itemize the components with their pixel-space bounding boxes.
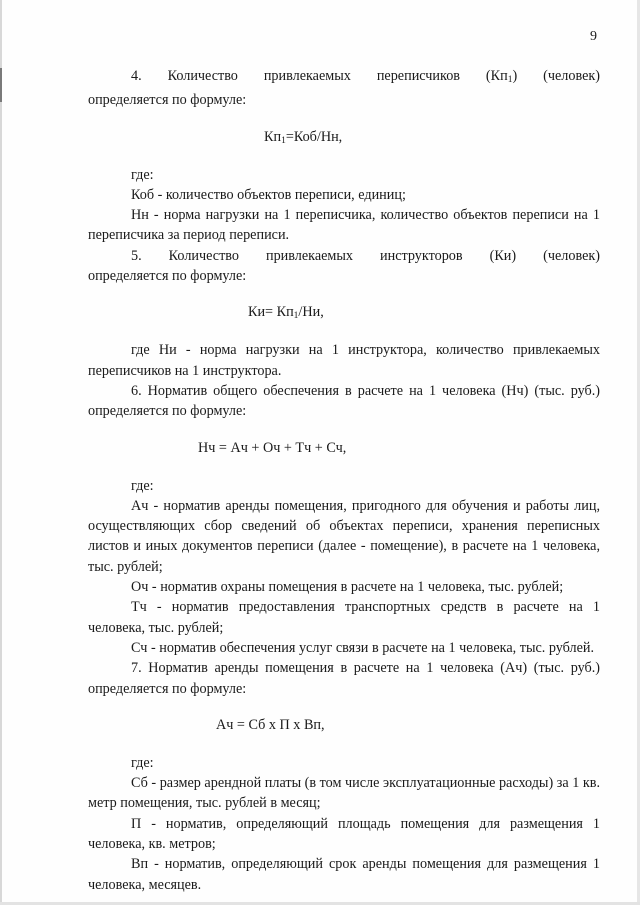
definition-sch: Сч - норматив обеспечения услуг связи в расчете на 1 человека, тыс. рублей. xyxy=(131,639,595,656)
item-5-formula-intro: определяется по формуле: xyxy=(88,268,247,285)
formula-kp1-subscript: 1 xyxy=(281,135,286,146)
definition-tch: Тч - норматив предоставления транспортных средств в расчете на 1 человека, тыс. рублей; xyxy=(88,599,600,636)
definition-ni: где Ни - норма нагрузки на 1 инструктора, количество привлекаемых переписчиков на 1 инструктора. xyxy=(88,342,600,379)
document-body xyxy=(88,66,600,895)
item-4-text-end: ) (человек) xyxy=(512,68,600,84)
where-label-1: где: xyxy=(131,166,154,183)
definition-och: Оч - норматив охраны помещения в расчете на 1 человека, тыс. рублей; xyxy=(131,579,564,596)
item-4-subscript: 1 xyxy=(507,75,513,85)
where-label-2: где: xyxy=(131,477,154,494)
item-7-heading: 7. Норматив аренды помещения в расчете на 1 человека (Ач) (тыс. руб.) определяется по формуле: xyxy=(88,660,600,697)
formula-kp1-lhs: Кп xyxy=(264,128,282,145)
scan-left-edge xyxy=(0,0,2,905)
formula-nch: Нч = Ач + Оч + Тч + Сч, xyxy=(198,439,347,456)
scan-binding-mark xyxy=(0,68,2,102)
where-label-3: где: xyxy=(131,754,154,771)
formula-ki-subscript: 1 xyxy=(293,311,299,322)
item-4-heading xyxy=(88,66,600,90)
formula-kp1-rhs: =Коб/Нн, xyxy=(285,128,343,145)
page-number: 9 xyxy=(590,29,597,44)
item-4-text: 4. Количество привлекаемых переписчиков (Кп xyxy=(131,68,508,84)
item-4-formula-intro: определяется по формуле: xyxy=(88,92,247,109)
formula-kp1 xyxy=(88,127,600,149)
formula-ki-lhs: Ки= Кп xyxy=(248,304,294,321)
item-6-heading: 6. Норматив общего обеспечения в расчете на 1 человека (Нч) (тыс. руб.) определяется по формуле: xyxy=(88,382,600,420)
definition-vp: Вп - норматив, определяющий срок аренды помещения для размещения 1 человека, месяцев. xyxy=(88,856,600,893)
definition-nn: Нн - норма нагрузки на 1 переписчика, количество объектов переписи на 1 переписчика за период переписи. xyxy=(88,207,600,244)
definition-kob: Коб - количество объектов переписи, единиц; xyxy=(131,186,406,203)
definition-sb: Сб - размер арендной платы (в том числе эксплуатационные расходы) за 1 кв. метр помещения, тыс. рублей в месяц; xyxy=(88,775,600,812)
formula-ach: Ач = Сб х П х Вп, xyxy=(216,716,325,733)
definition-p: П - норматив, определяющий площадь помещения для размещения 1 человека, кв. метров; xyxy=(88,815,600,853)
formula-ki-rhs: /Ни, xyxy=(298,304,324,321)
definition-ach: Ач - норматив аренды помещения, пригодного для обучения и работы лиц, осуществляющих сбор сведений об объектах переписи, хранения переписных листов и иных документов переписи (далее - помещение), в расчете на 1 человека, тыс. рублей; xyxy=(88,497,600,575)
formula-ki xyxy=(88,302,600,324)
item-5-heading: 5. Количество привлекаемых инструкторов (Ки) (человек) xyxy=(131,247,600,264)
